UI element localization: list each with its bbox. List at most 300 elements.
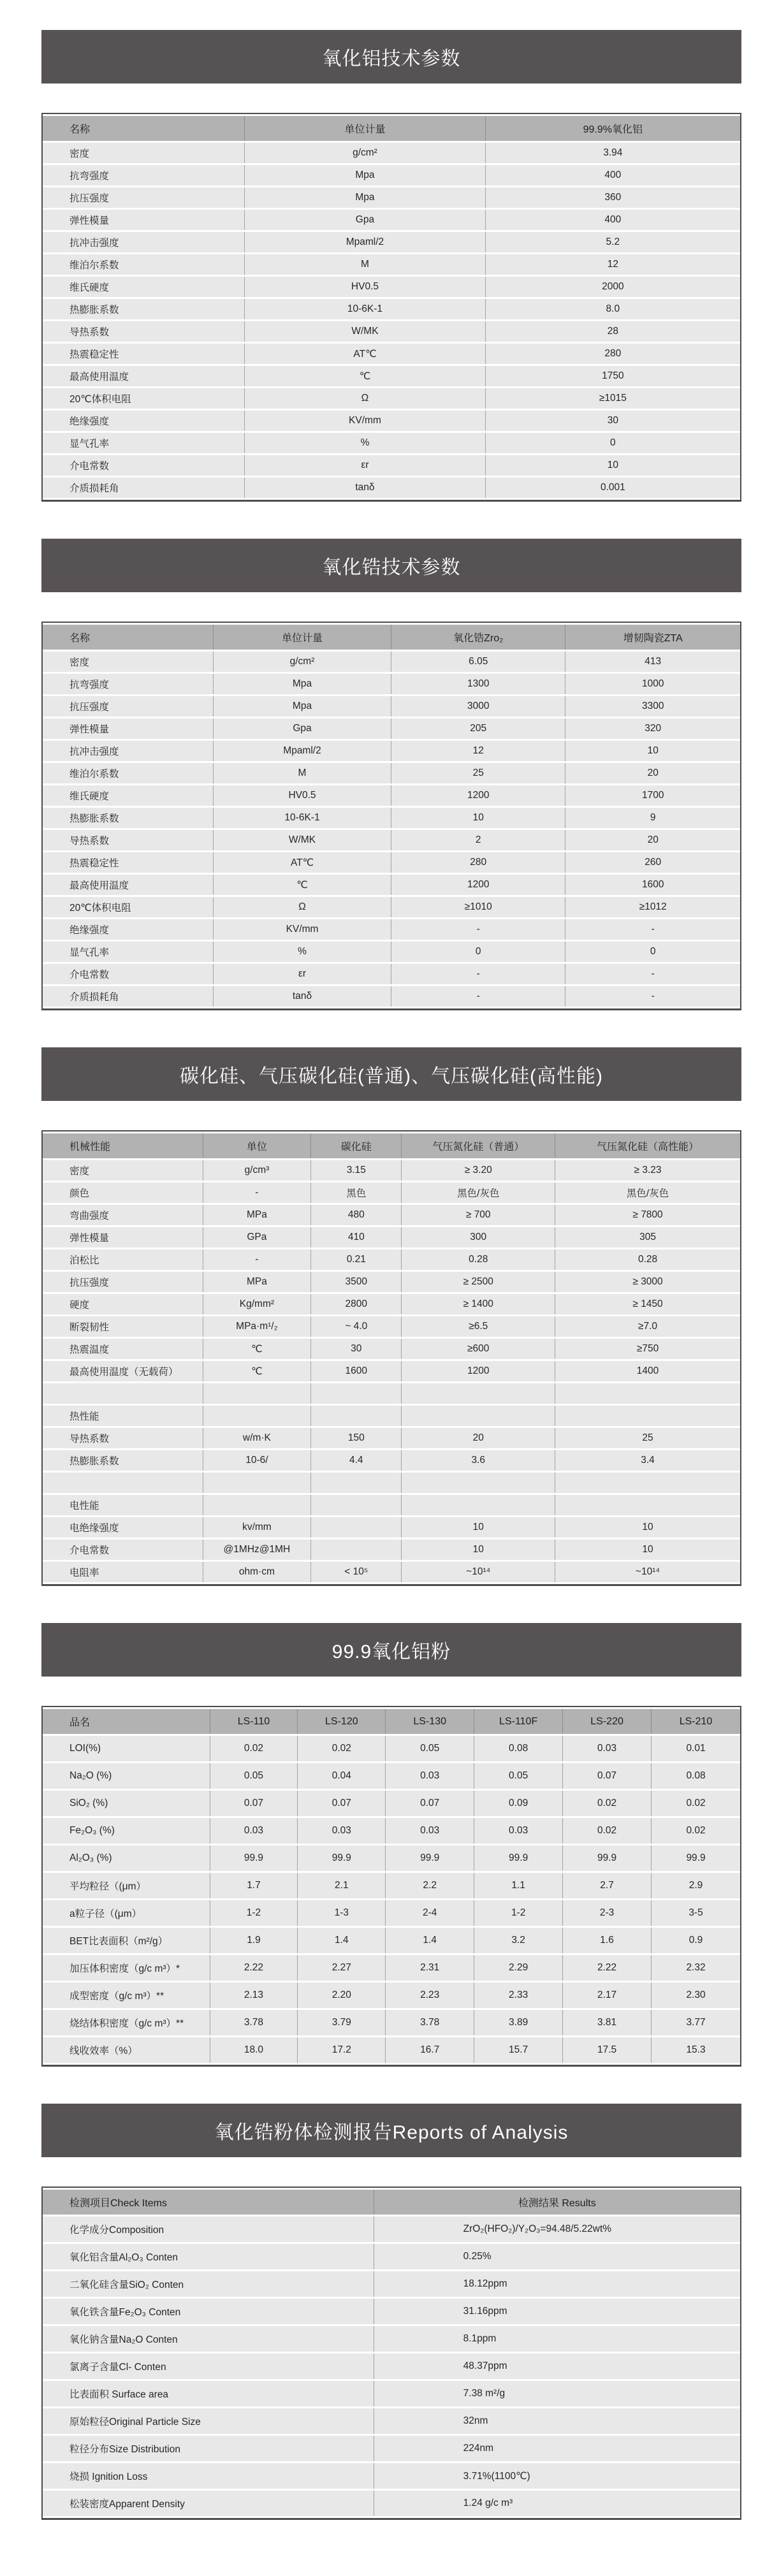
table-cell: 1.1 xyxy=(474,1873,563,1898)
table-cell: 弹性模量 xyxy=(43,1227,203,1248)
table-row xyxy=(43,964,740,984)
silicon-carbide-spec-table-wrap xyxy=(41,1130,741,1586)
section-alumina-powder xyxy=(41,1623,741,2067)
table-cell: 0.9 xyxy=(652,1928,740,1953)
table-row xyxy=(43,477,740,498)
column-header: LS-220 xyxy=(563,1709,652,1734)
table-cell: 颜色 xyxy=(43,1182,203,1203)
table-cell xyxy=(203,1383,312,1404)
table-row xyxy=(43,1406,740,1426)
table-cell: 2000 xyxy=(486,277,740,297)
table-cell xyxy=(402,1495,555,1515)
table-cell: 电阻率 xyxy=(43,1562,203,1582)
table-row xyxy=(43,277,740,297)
table-row xyxy=(43,2463,740,2489)
table-cell: 氧化铁含量Fe₂O₃ Conten xyxy=(43,2299,374,2324)
table-cell: MPa·m¹/₂ xyxy=(203,1316,312,1337)
table-cell: 30 xyxy=(486,411,740,431)
table-cell: BET比表面积（m²/g） xyxy=(43,1928,210,1953)
column-header: LS-110F xyxy=(474,1709,563,1734)
column-header: 品名 xyxy=(43,1709,210,1734)
table-cell: 3.6 xyxy=(402,1450,555,1471)
table-cell: 抗冲击强度 xyxy=(43,741,214,761)
table-cell: 平均粒径（(μm） xyxy=(43,1873,210,1898)
banner-title: 碳化硅、气压碳化硅(普通)、气压碳化硅(高性能) xyxy=(180,1066,603,1087)
table-cell: 18.12ppm xyxy=(374,2271,740,2297)
table-cell: 1600 xyxy=(565,875,740,895)
table-cell: 维氏硬度 xyxy=(43,785,214,806)
table-cell: HV0.5 xyxy=(245,277,485,297)
column-header: 气压氮化硅（高性能） xyxy=(555,1133,740,1158)
banner-title: 氧化锆技术参数 xyxy=(322,557,461,578)
table-row xyxy=(43,2037,740,2063)
table-cell: 维泊尔系数 xyxy=(43,254,245,275)
table-cell: tanδ xyxy=(214,986,391,1007)
table-cell: 20℃体积电阻 xyxy=(43,388,245,409)
table-cell: 3.79 xyxy=(298,2010,386,2035)
section-banner-alumina xyxy=(41,30,741,84)
column-header: 名称 xyxy=(43,116,245,141)
silicon-carbide-spec-table xyxy=(43,1132,740,1584)
alumina-powder-table xyxy=(43,1707,740,2065)
table-cell: w/m·K xyxy=(203,1428,312,1448)
table-cell: 305 xyxy=(555,1227,740,1248)
table-cell: 原始粒径Original Particle Size xyxy=(43,2408,374,2434)
table-cell: 弯曲强度 xyxy=(43,1205,203,1225)
table-cell: 10 xyxy=(486,455,740,476)
table-cell: 320 xyxy=(565,718,740,739)
table-cell: 1.7 xyxy=(210,1873,298,1898)
table-cell: 绝缘强度 xyxy=(43,411,245,431)
table-cell: g/cm³ xyxy=(203,1160,312,1181)
table-cell: 410 xyxy=(311,1227,402,1248)
table-cell xyxy=(311,1539,402,1560)
table-cell: 0 xyxy=(486,433,740,453)
table-cell: 比表面积 Surface area xyxy=(43,2381,374,2406)
table-cell xyxy=(203,1473,312,1493)
table-cell: ZrO₂(HFO₂)/Y₂O₃=94.48/5.22wt% xyxy=(374,2216,740,2242)
table-row xyxy=(43,919,740,940)
table-cell: KV/mm xyxy=(214,919,391,940)
table-cell: 0 xyxy=(391,942,566,962)
zirconia-powder-report-table xyxy=(43,2188,740,2518)
table-header-row xyxy=(43,625,740,650)
table-row xyxy=(43,1160,740,1181)
table-row xyxy=(43,741,740,761)
table-cell xyxy=(311,1473,402,1493)
table-cell: 2 xyxy=(391,830,566,850)
table-row xyxy=(43,2244,740,2269)
table-cell: 2.13 xyxy=(210,1983,298,2008)
table-cell: 15.7 xyxy=(474,2037,563,2063)
table-row xyxy=(43,1845,740,1871)
table-cell: Kg/mm² xyxy=(203,1294,312,1314)
table-cell: 密度 xyxy=(43,143,245,163)
table-cell: 0.03 xyxy=(386,1763,474,1789)
table-row xyxy=(43,830,740,850)
table-cell: 泊松比 xyxy=(43,1249,203,1270)
table-cell: % xyxy=(214,942,391,962)
table-row xyxy=(43,696,740,717)
table-cell: 413 xyxy=(565,651,740,672)
table-cell: 1300 xyxy=(391,674,566,694)
table-cell: 0.07 xyxy=(210,1791,298,1816)
table-row xyxy=(43,1955,740,1981)
table-row xyxy=(43,1818,740,1844)
table-cell: 20℃体积电阻 xyxy=(43,897,214,917)
table-row xyxy=(43,1316,740,1337)
table-cell: 0.03 xyxy=(298,1818,386,1844)
table-cell: 0.02 xyxy=(563,1791,652,1816)
table-cell: 最高使用温度 xyxy=(43,366,245,386)
table-cell: 热膨胀系数 xyxy=(43,1450,203,1471)
table-cell: 3.77 xyxy=(652,2010,740,2035)
table-row xyxy=(43,986,740,1007)
table-cell: 3.4 xyxy=(555,1450,740,1471)
table-row xyxy=(43,1450,740,1471)
table-cell: 0.02 xyxy=(652,1818,740,1844)
table-cell: 0.02 xyxy=(210,1736,298,1761)
table-cell: 绝缘强度 xyxy=(43,919,214,940)
zirconia-spec-table-wrap xyxy=(41,622,741,1010)
table-cell: 0.05 xyxy=(474,1763,563,1789)
table-row xyxy=(43,2010,740,2035)
table-cell: 维泊尔系数 xyxy=(43,763,214,783)
table-row xyxy=(43,2436,740,2461)
table-row xyxy=(43,2271,740,2297)
table-cell: 32nm xyxy=(374,2408,740,2434)
table-cell: 3300 xyxy=(565,696,740,717)
table-cell: 2.23 xyxy=(386,1983,474,2008)
table-row xyxy=(43,897,740,917)
table-cell: Mpa xyxy=(214,674,391,694)
table-cell: ≥ 7800 xyxy=(555,1205,740,1225)
table-cell: 99.9 xyxy=(652,1845,740,1871)
section-banner-silicon-carbide xyxy=(41,1047,741,1101)
table-cell: 2.9 xyxy=(652,1873,740,1898)
table-cell: 2.22 xyxy=(563,1955,652,1981)
table-cell: ≥750 xyxy=(555,1339,740,1359)
column-header: LS-210 xyxy=(652,1709,740,1734)
table-cell: M xyxy=(245,254,485,275)
table-cell: 密度 xyxy=(43,1160,203,1181)
table-cell: % xyxy=(245,433,485,453)
table-cell: 10-6K-1 xyxy=(214,808,391,828)
table-cell: 25 xyxy=(391,763,566,783)
table-cell: 2.30 xyxy=(652,1983,740,2008)
table-cell: 维氏硬度 xyxy=(43,277,245,297)
table-cell: 导热系数 xyxy=(43,1428,203,1448)
table-row xyxy=(43,1272,740,1292)
table-row xyxy=(43,187,740,208)
table-cell: a粒子径（(μm） xyxy=(43,1900,210,1926)
column-header: 增韧陶瓷ZTA xyxy=(565,625,740,650)
table-cell xyxy=(555,1383,740,1404)
table-cell: MPa xyxy=(203,1205,312,1225)
table-cell: 烧结体积密度（g/c m³）** xyxy=(43,2010,210,2035)
table-cell: 弹性模量 xyxy=(43,210,245,230)
table-cell: 2.2 xyxy=(386,1873,474,1898)
table-row xyxy=(43,2491,740,2516)
table-cell: 99.9 xyxy=(474,1845,563,1871)
column-header: LS-120 xyxy=(298,1709,386,1734)
table-row xyxy=(43,1473,740,1493)
table-cell xyxy=(555,1406,740,1426)
zirconia-spec-table xyxy=(43,623,740,1008)
table-cell: tanδ xyxy=(245,477,485,498)
table-cell: 0.07 xyxy=(298,1791,386,1816)
table-cell: - xyxy=(565,986,740,1007)
table-cell: 热性能 xyxy=(43,1406,203,1426)
table-cell xyxy=(43,1383,203,1404)
table-cell: 10-6/ xyxy=(203,1450,312,1471)
table-cell: 黑色/灰色 xyxy=(555,1182,740,1203)
table-row xyxy=(43,1339,740,1359)
table-cell: ≥600 xyxy=(402,1339,555,1359)
table-cell: 30 xyxy=(311,1339,402,1359)
table-row xyxy=(43,1873,740,1898)
table-cell: 8.1ppm xyxy=(374,2326,740,2352)
table-header-row xyxy=(43,1133,740,1158)
table-cell xyxy=(555,1473,740,1493)
column-header: 单位计量 xyxy=(214,625,391,650)
table-row xyxy=(43,1182,740,1203)
table-cell: ≥ 2500 xyxy=(402,1272,555,1292)
table-row xyxy=(43,763,740,783)
table-cell: 0.05 xyxy=(210,1763,298,1789)
table-cell xyxy=(311,1406,402,1426)
table-cell: 99.9 xyxy=(386,1845,474,1871)
table-row xyxy=(43,1983,740,2008)
table-cell: ≥ 3000 xyxy=(555,1272,740,1292)
table-cell: 31.16ppm xyxy=(374,2299,740,2324)
table-cell: 1.4 xyxy=(298,1928,386,1953)
table-cell: 热膨胀系数 xyxy=(43,299,245,319)
table-cell: 3500 xyxy=(311,1272,402,1292)
banner-title: 99.9氧化铝粉 xyxy=(332,1641,451,1663)
table-cell: 密度 xyxy=(43,651,214,672)
table-cell: 12 xyxy=(486,254,740,275)
table-row xyxy=(43,411,740,431)
table-row xyxy=(43,1428,740,1448)
table-cell: ~10¹⁴ xyxy=(402,1562,555,1582)
table-cell: 0.02 xyxy=(298,1736,386,1761)
table-row xyxy=(43,2408,740,2434)
table-cell xyxy=(311,1517,402,1538)
table-row xyxy=(43,1227,740,1248)
table-cell: 1600 xyxy=(311,1361,402,1381)
section-zirconia-params xyxy=(41,539,741,1010)
table-cell: ≥ 3.23 xyxy=(555,1160,740,1181)
table-cell: 2.17 xyxy=(563,1983,652,2008)
column-header: LS-130 xyxy=(386,1709,474,1734)
table-cell: 0.28 xyxy=(555,1249,740,1270)
table-row xyxy=(43,1361,740,1381)
table-cell: 0.03 xyxy=(210,1818,298,1844)
table-cell: Ω xyxy=(245,388,485,409)
table-cell: M xyxy=(214,763,391,783)
table-cell: 2.1 xyxy=(298,1873,386,1898)
table-cell: 介质损耗角 xyxy=(43,986,214,1007)
table-cell: W/MK xyxy=(214,830,391,850)
table-cell: 10 xyxy=(555,1539,740,1560)
table-row xyxy=(43,651,740,672)
table-cell: AT℃ xyxy=(214,852,391,873)
table-cell: AT℃ xyxy=(245,344,485,364)
column-header: 机械性能 xyxy=(43,1133,203,1158)
table-cell xyxy=(43,1473,203,1493)
table-row xyxy=(43,674,740,694)
table-cell: 1.24 g/c m³ xyxy=(374,2491,740,2516)
table-cell: 最高使用温度（无载荷） xyxy=(43,1361,203,1381)
table-cell: 3.2 xyxy=(474,1928,563,1953)
table-cell: 280 xyxy=(486,344,740,364)
table-cell: 0.08 xyxy=(652,1763,740,1789)
table-cell: 0.09 xyxy=(474,1791,563,1816)
table-cell: 最高使用温度 xyxy=(43,875,214,895)
table-cell: ℃ xyxy=(203,1339,312,1359)
table-row xyxy=(43,165,740,186)
table-cell: 12 xyxy=(391,741,566,761)
table-cell: 99.9 xyxy=(210,1845,298,1871)
table-cell: 0.02 xyxy=(563,1818,652,1844)
table-cell: εr xyxy=(245,455,485,476)
table-cell: 2.33 xyxy=(474,1983,563,2008)
table-cell: 0.03 xyxy=(474,1818,563,1844)
table-cell: 抗压强度 xyxy=(43,187,245,208)
table-cell: Na₂O (%) xyxy=(43,1763,210,1789)
column-header: 单位 xyxy=(203,1133,312,1158)
section-banner-zirconia-powder-report xyxy=(41,2104,741,2157)
table-cell: 热震温度 xyxy=(43,1339,203,1359)
table-row xyxy=(43,321,740,342)
table-cell: 99.9 xyxy=(298,1845,386,1871)
table-cell: Mpa xyxy=(214,696,391,717)
table-cell: SiO₂ (%) xyxy=(43,1791,210,1816)
table-cell: 0.02 xyxy=(652,1791,740,1816)
column-header: 99.9%氧化铝 xyxy=(486,116,740,141)
table-cell: 1400 xyxy=(555,1361,740,1381)
table-cell: 260 xyxy=(565,852,740,873)
table-cell: 1000 xyxy=(565,674,740,694)
column-header: 单位计量 xyxy=(245,116,485,141)
table-row xyxy=(43,2354,740,2379)
table-cell: 99.9 xyxy=(563,1845,652,1871)
table-row xyxy=(43,785,740,806)
table-cell: 2.32 xyxy=(652,1955,740,1981)
table-cell: 224nm xyxy=(374,2436,740,2461)
table-cell: 2.20 xyxy=(298,1983,386,2008)
table-row xyxy=(43,2299,740,2324)
table-cell: 48.37ppm xyxy=(374,2354,740,2379)
table-cell: 2.31 xyxy=(386,1955,474,1981)
table-cell: 3000 xyxy=(391,696,566,717)
table-cell: 热震稳定性 xyxy=(43,344,245,364)
table-cell: KV/mm xyxy=(245,411,485,431)
section-alumina-params xyxy=(41,30,741,502)
table-cell: - xyxy=(391,964,566,984)
table-row xyxy=(43,366,740,386)
table-cell: 9 xyxy=(565,808,740,828)
table-cell: Gpa xyxy=(214,718,391,739)
table-cell: 20 xyxy=(565,763,740,783)
table-cell: 0.001 xyxy=(486,477,740,498)
table-header-row xyxy=(43,1709,740,1734)
table-cell: MPa xyxy=(203,1272,312,1292)
table-cell: ≥ 700 xyxy=(402,1205,555,1225)
table-row xyxy=(43,1205,740,1225)
column-header: 碳化硅 xyxy=(311,1133,402,1158)
table-cell: 17.5 xyxy=(563,2037,652,2063)
table-row xyxy=(43,1517,740,1538)
table-cell: 2-4 xyxy=(386,1900,474,1926)
table-cell: ℃ xyxy=(245,366,485,386)
table-cell: @1MHz@1MH xyxy=(203,1539,312,1560)
table-cell: 0.05 xyxy=(386,1736,474,1761)
table-cell: 1200 xyxy=(391,785,566,806)
table-row xyxy=(43,143,740,163)
table-cell: g/cm² xyxy=(214,651,391,672)
table-cell: 电性能 xyxy=(43,1495,203,1515)
table-row xyxy=(43,2381,740,2406)
table-cell: 2.27 xyxy=(298,1955,386,1981)
table-cell: ℃ xyxy=(203,1361,312,1381)
table-cell: 0.03 xyxy=(563,1736,652,1761)
table-cell: 电绝缘强度 xyxy=(43,1517,203,1538)
table-cell: 2.22 xyxy=(210,1955,298,1981)
table-cell: 黑色/灰色 xyxy=(402,1182,555,1203)
table-cell xyxy=(402,1406,555,1426)
table-cell: Al₂O₃ (%) xyxy=(43,1845,210,1871)
table-cell: 粒径分布Size Distribution xyxy=(43,2436,374,2461)
table-cell: 氧化钠含量Na₂O Conten xyxy=(43,2326,374,2352)
table-cell: 480 xyxy=(311,1205,402,1225)
table-row xyxy=(43,1791,740,1816)
table-row xyxy=(43,2326,740,2352)
table-cell: ≥ 3.20 xyxy=(402,1160,555,1181)
table-cell: 热震稳定性 xyxy=(43,852,214,873)
table-cell: 2.7 xyxy=(563,1873,652,1898)
table-cell: ≥1012 xyxy=(565,897,740,917)
section-silicon-carbide-params xyxy=(41,1047,741,1586)
table-cell: 显气孔率 xyxy=(43,942,214,962)
table-cell: 导热系数 xyxy=(43,830,214,850)
table-row xyxy=(43,1249,740,1270)
column-header: 气压氮化硅（普通） xyxy=(402,1133,555,1158)
table-cell: ≥1015 xyxy=(486,388,740,409)
table-cell: 抗弯强度 xyxy=(43,165,245,186)
table-cell xyxy=(402,1383,555,1404)
table-cell: 氧化铝含量Al₂O₃ Conten xyxy=(43,2244,374,2269)
table-cell: 0.03 xyxy=(386,1818,474,1844)
section-zirconia-powder-report xyxy=(41,2104,741,2520)
table-row xyxy=(43,1900,740,1926)
table-cell xyxy=(311,1383,402,1404)
table-cell: 1700 xyxy=(565,785,740,806)
table-cell: ≥6.5 xyxy=(402,1316,555,1337)
table-cell xyxy=(555,1495,740,1515)
table-row xyxy=(43,254,740,275)
table-cell: 16.7 xyxy=(386,2037,474,2063)
table-cell: 0 xyxy=(565,942,740,962)
table-row xyxy=(43,299,740,319)
table-cell: 4.4 xyxy=(311,1450,402,1471)
table-cell: - xyxy=(565,964,740,984)
table-cell: 3.78 xyxy=(210,2010,298,2035)
table-cell: - xyxy=(391,986,566,1007)
table-cell: 20 xyxy=(565,830,740,850)
table-cell: 1.6 xyxy=(563,1928,652,1953)
